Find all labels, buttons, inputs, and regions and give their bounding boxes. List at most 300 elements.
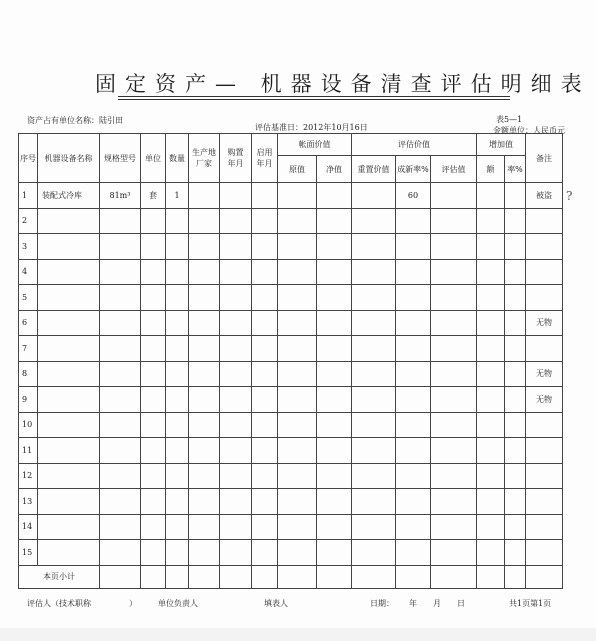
cell-remark (526, 285, 563, 311)
cell-empty (431, 514, 477, 540)
cell-empty (220, 310, 252, 336)
cell-newness (396, 208, 431, 234)
cell-newness (396, 463, 431, 489)
cell-empty (278, 336, 317, 362)
cell-empty (505, 310, 526, 336)
cell-unit (141, 412, 166, 438)
header-newness: 成新率% (396, 156, 431, 183)
cell-name (38, 336, 100, 362)
cell-empty (431, 310, 477, 336)
cell-empty (477, 540, 505, 566)
header-start: 启用年月 (252, 134, 278, 183)
cell-newness (396, 387, 431, 413)
cell-qty (166, 489, 189, 515)
footer-filler: 填表人 (264, 599, 288, 608)
cell-remark (526, 514, 563, 540)
cell-empty (431, 234, 477, 260)
cell-empty (220, 361, 252, 387)
subtotal-cell (220, 565, 252, 588)
subtotal-cell (352, 565, 396, 588)
cell-empty (278, 438, 317, 464)
header-qty: 数量 (166, 134, 189, 183)
cell-name (38, 489, 100, 515)
header-increase-rate: 率% (505, 156, 526, 183)
cell-empty (352, 310, 396, 336)
cell-empty (278, 412, 317, 438)
cell-remark: 被盗 (526, 183, 563, 209)
table-row (19, 336, 563, 362)
cell-empty (317, 438, 352, 464)
cell-no: 14 (19, 514, 38, 540)
cell-empty (317, 234, 352, 260)
form-number: 表5—1 (496, 115, 523, 124)
footer-month: 月 (433, 599, 441, 608)
cell-unit (141, 285, 166, 311)
cell-empty (505, 336, 526, 362)
cell-empty (220, 438, 252, 464)
header-unit: 单位 (141, 134, 166, 183)
cell-no: 3 (19, 234, 38, 260)
cell-empty (278, 285, 317, 311)
cell-name (38, 234, 100, 260)
cell-empty (352, 463, 396, 489)
table-row (19, 183, 563, 209)
cell-empty (317, 336, 352, 362)
cell-empty (278, 489, 317, 515)
cell-newness (396, 234, 431, 260)
cell-empty (431, 361, 477, 387)
cell-unit (141, 514, 166, 540)
cell-empty (352, 208, 396, 234)
cell-qty (166, 514, 189, 540)
cell-model (100, 234, 141, 260)
subtotal-row (19, 565, 563, 588)
subtotal-cell (526, 565, 563, 588)
subtotal-cell (100, 565, 141, 588)
cell-remark: 无物 (526, 361, 563, 387)
cell-name (38, 438, 100, 464)
asset-table (18, 133, 563, 589)
cell-no: 10 (19, 412, 38, 438)
cell-empty (189, 208, 220, 234)
cell-model (100, 336, 141, 362)
cell-empty (352, 387, 396, 413)
cell-empty (352, 183, 396, 209)
cell-unit (141, 489, 166, 515)
cell-empty (431, 336, 477, 362)
cell-empty (252, 514, 278, 540)
cell-empty (252, 361, 278, 387)
header-name: 机器设备名称 (38, 134, 100, 183)
cell-empty (505, 183, 526, 209)
cell-empty (431, 438, 477, 464)
cell-remark (526, 489, 563, 515)
cell-empty (278, 514, 317, 540)
header-increase-amount: 额 (477, 156, 505, 183)
cell-empty (505, 361, 526, 387)
subtotal-cell (189, 565, 220, 588)
cell-empty (278, 387, 317, 413)
cell-model (100, 361, 141, 387)
cell-empty (189, 514, 220, 540)
subtotal-cell (141, 565, 166, 588)
cell-empty (189, 259, 220, 285)
cell-model (100, 387, 141, 413)
footer-unit-head: 单位负责人 (158, 599, 198, 608)
cell-empty (189, 234, 220, 260)
cell-no: 1 (19, 183, 38, 209)
table-row (19, 489, 563, 515)
cell-name (38, 540, 100, 566)
cell-empty (477, 489, 505, 515)
cell-empty (189, 489, 220, 515)
cell-no: 6 (19, 310, 38, 336)
cell-empty (189, 438, 220, 464)
cell-name (38, 387, 100, 413)
cell-empty (352, 234, 396, 260)
cell-empty (477, 361, 505, 387)
cell-qty (166, 259, 189, 285)
subtotal-cell (505, 565, 526, 588)
cell-remark (526, 234, 563, 260)
footer-date-label: 日期： (370, 599, 394, 608)
cell-unit (141, 208, 166, 234)
cell-empty (477, 208, 505, 234)
cell-remark (526, 208, 563, 234)
cell-empty (220, 540, 252, 566)
cell-empty (352, 438, 396, 464)
currency-unit: 金额单位：人民币元 (493, 126, 565, 135)
table-row (19, 412, 563, 438)
cell-model (100, 514, 141, 540)
cell-empty (352, 514, 396, 540)
cell-empty (477, 285, 505, 311)
cell-unit (141, 387, 166, 413)
subtotal-cell (477, 565, 505, 588)
cell-empty (317, 514, 352, 540)
cell-qty (166, 361, 189, 387)
cell-empty (477, 234, 505, 260)
cell-model (100, 285, 141, 311)
header-model: 规格型号 (100, 134, 141, 183)
cell-empty (317, 489, 352, 515)
header-book-value: 帐面价值 (278, 134, 352, 156)
cell-newness (396, 259, 431, 285)
cell-no: 5 (19, 285, 38, 311)
cell-empty (252, 208, 278, 234)
cell-no: 15 (19, 540, 38, 566)
cell-model (100, 208, 141, 234)
cell-remark (526, 463, 563, 489)
cell-newness (396, 285, 431, 311)
title-underline-second (118, 99, 510, 100)
cell-unit: 套 (141, 183, 166, 209)
table-row (19, 438, 563, 464)
cell-qty (166, 310, 189, 336)
cell-empty (278, 463, 317, 489)
cell-empty (477, 310, 505, 336)
cell-remark: 无物 (526, 310, 563, 336)
footer-appraiser: 评估人（技术职称 (27, 599, 91, 608)
cell-unit (141, 259, 166, 285)
cell-empty (505, 438, 526, 464)
cell-empty (189, 361, 220, 387)
cell-qty (166, 387, 189, 413)
header-appraisal-value: 评估价值 (352, 134, 477, 156)
header-book-net: 净值 (317, 156, 352, 183)
cell-model (100, 489, 141, 515)
cell-empty (431, 463, 477, 489)
cell-empty (505, 208, 526, 234)
cell-qty (166, 463, 189, 489)
cell-qty (166, 208, 189, 234)
cell-empty (189, 387, 220, 413)
cell-empty (252, 285, 278, 311)
cell-empty (431, 183, 477, 209)
cell-empty (352, 336, 396, 362)
cell-empty (278, 259, 317, 285)
cell-empty (220, 514, 252, 540)
owner-label: 资产占有单位名称：陆引田 (27, 116, 123, 125)
cell-empty (317, 387, 352, 413)
cell-empty (220, 489, 252, 515)
cell-newness (396, 361, 431, 387)
header-appraised: 评估值 (431, 156, 477, 183)
cell-name (38, 310, 100, 336)
table-row (19, 310, 563, 336)
cell-empty (252, 259, 278, 285)
cell-name (38, 285, 100, 311)
table-row (19, 259, 563, 285)
cell-newness (396, 310, 431, 336)
cell-model (100, 259, 141, 285)
cell-unit (141, 361, 166, 387)
cell-empty (505, 489, 526, 515)
header-remark: 备注 (526, 134, 563, 183)
cell-empty (505, 234, 526, 260)
cell-empty (352, 285, 396, 311)
cell-empty (431, 540, 477, 566)
table-row (19, 361, 563, 387)
cell-empty (278, 361, 317, 387)
cell-unit (141, 540, 166, 566)
cell-empty (505, 463, 526, 489)
table-row (19, 208, 563, 234)
table-row (19, 234, 563, 260)
cell-newness (396, 540, 431, 566)
cell-empty (352, 259, 396, 285)
cell-empty (505, 514, 526, 540)
cell-empty (220, 285, 252, 311)
cell-empty (220, 183, 252, 209)
cell-empty (189, 412, 220, 438)
table-row (19, 514, 563, 540)
cell-name (38, 412, 100, 438)
cell-no: 8 (19, 361, 38, 387)
cell-empty (189, 540, 220, 566)
subtotal-label: 本页小计 (19, 565, 100, 588)
cell-empty (431, 208, 477, 234)
cell-empty (252, 336, 278, 362)
header-row-1 (19, 134, 563, 156)
cell-empty (317, 310, 352, 336)
cell-empty (220, 234, 252, 260)
cell-unit (141, 336, 166, 362)
cell-model (100, 310, 141, 336)
cell-remark (526, 540, 563, 566)
cell-empty (352, 540, 396, 566)
cell-empty (317, 259, 352, 285)
cell-no: 2 (19, 208, 38, 234)
cell-empty (220, 412, 252, 438)
cell-empty (189, 285, 220, 311)
cell-qty (166, 438, 189, 464)
cell-qty (166, 234, 189, 260)
cell-qty: 1 (166, 183, 189, 209)
cell-no: 12 (19, 463, 38, 489)
cell-empty (505, 285, 526, 311)
cell-newness (396, 489, 431, 515)
subtotal-cell (252, 565, 278, 588)
cell-empty (220, 259, 252, 285)
cell-model (100, 463, 141, 489)
cell-empty (189, 310, 220, 336)
cell-model: 81m³ (100, 183, 141, 209)
margin-question-mark: ? (566, 189, 573, 203)
cell-name (38, 514, 100, 540)
title-underline (118, 96, 510, 97)
header-replacement: 重置价值 (352, 156, 396, 183)
cell-empty (278, 234, 317, 260)
cell-qty (166, 285, 189, 311)
cell-empty (278, 310, 317, 336)
cell-name: 装配式冷库 (38, 183, 100, 209)
cell-name (38, 463, 100, 489)
cell-empty (278, 208, 317, 234)
cell-empty (505, 387, 526, 413)
cell-empty (220, 463, 252, 489)
cell-empty (352, 361, 396, 387)
table-row (19, 285, 563, 311)
cell-empty (431, 285, 477, 311)
cell-name (38, 259, 100, 285)
cell-empty (477, 259, 505, 285)
footer-day: 日 (457, 599, 465, 608)
cell-remark (526, 438, 563, 464)
cell-empty (317, 412, 352, 438)
cell-unit (141, 234, 166, 260)
cell-empty (477, 438, 505, 464)
cell-name (38, 208, 100, 234)
cell-empty (252, 234, 278, 260)
cell-qty (166, 336, 189, 362)
cell-empty (278, 540, 317, 566)
header-increase: 增加值 (477, 134, 526, 156)
cell-qty (166, 540, 189, 566)
cell-unit (141, 310, 166, 336)
cell-remark (526, 336, 563, 362)
table-row (19, 463, 563, 489)
cell-empty (220, 336, 252, 362)
cell-remark: 无物 (526, 387, 563, 413)
cell-empty (252, 183, 278, 209)
cell-model (100, 438, 141, 464)
table-row (19, 540, 563, 566)
cell-empty (220, 208, 252, 234)
cell-empty (505, 412, 526, 438)
cell-empty (505, 540, 526, 566)
cell-empty (189, 183, 220, 209)
cell-empty (352, 489, 396, 515)
cell-newness (396, 336, 431, 362)
footer-paren-close: ） (129, 599, 137, 608)
cell-newness (396, 438, 431, 464)
cell-empty (477, 387, 505, 413)
cell-empty (477, 183, 505, 209)
form-title: 固定资产— 机器设备清查评估明细表 (95, 72, 591, 96)
cell-empty (317, 285, 352, 311)
cell-newness (396, 514, 431, 540)
cell-empty (278, 183, 317, 209)
cell-empty (252, 463, 278, 489)
subtotal-cell (396, 565, 431, 588)
cell-model (100, 540, 141, 566)
cell-empty (252, 387, 278, 413)
cell-empty (431, 387, 477, 413)
subtotal-cell (278, 565, 317, 588)
cell-empty (317, 463, 352, 489)
footer-page-count: 共1页第1页 (509, 599, 552, 608)
base-date-label: 评估基准日：2012年10月16日 (255, 123, 368, 132)
cell-remark (526, 259, 563, 285)
cell-remark (526, 412, 563, 438)
cell-empty (317, 208, 352, 234)
subtotal-cell (317, 565, 352, 588)
cell-qty (166, 412, 189, 438)
cell-empty (252, 412, 278, 438)
cell-no: 7 (19, 336, 38, 362)
cell-empty (505, 259, 526, 285)
cell-empty (252, 438, 278, 464)
cell-empty (252, 489, 278, 515)
cell-empty (317, 540, 352, 566)
cell-empty (477, 463, 505, 489)
cell-empty (431, 259, 477, 285)
cell-no: 13 (19, 489, 38, 515)
cell-no: 11 (19, 438, 38, 464)
cell-empty (477, 412, 505, 438)
table-body (19, 183, 563, 566)
cell-newness: 60 (396, 183, 431, 209)
footer-year: 年 (409, 599, 417, 608)
cell-unit (141, 438, 166, 464)
cell-model (100, 412, 141, 438)
header-book-original: 原值 (278, 156, 317, 183)
cell-empty (431, 489, 477, 515)
cell-unit (141, 463, 166, 489)
cell-empty (189, 463, 220, 489)
cell-no: 9 (19, 387, 38, 413)
cell-empty (220, 387, 252, 413)
table-row (19, 387, 563, 413)
subtotal-cell (431, 565, 477, 588)
scan-bottom-edge (0, 628, 596, 641)
cell-no: 4 (19, 259, 38, 285)
cell-empty (477, 514, 505, 540)
cell-empty (252, 540, 278, 566)
header-maker: 生产地厂家 (189, 134, 220, 183)
cell-empty (189, 336, 220, 362)
